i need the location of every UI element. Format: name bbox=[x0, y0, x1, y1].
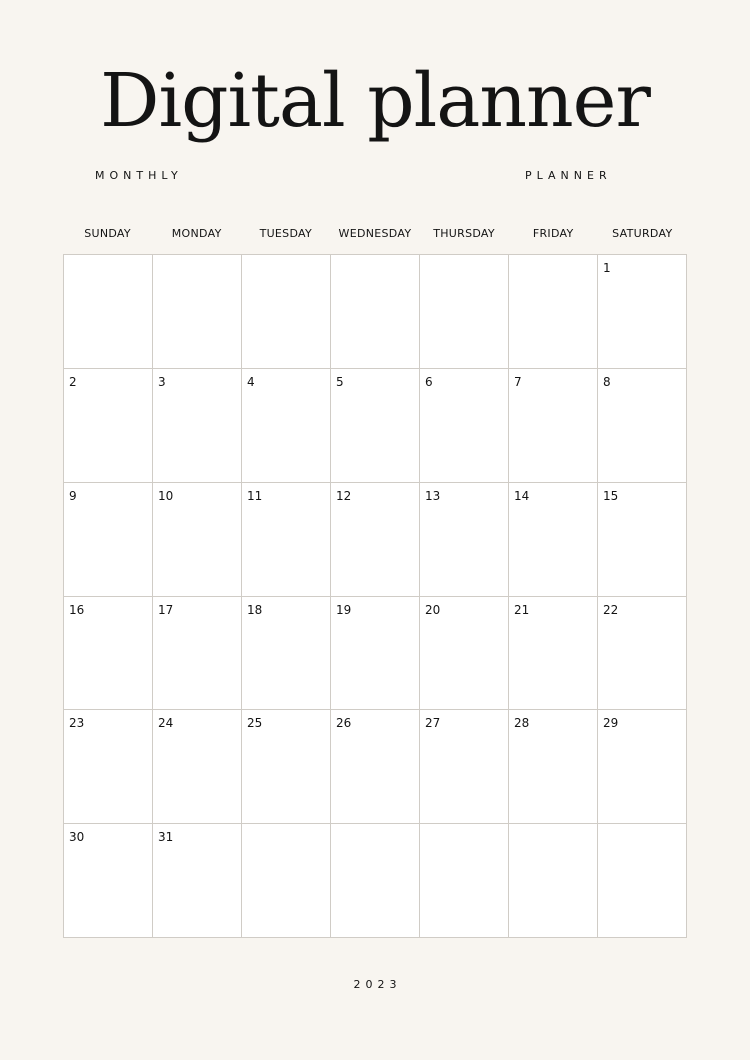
day-cell[interactable] bbox=[64, 824, 153, 938]
day-number: 21 bbox=[514, 602, 530, 617]
day-cell[interactable] bbox=[598, 597, 687, 711]
day-cell[interactable] bbox=[598, 255, 687, 369]
day-number: 9 bbox=[69, 488, 77, 503]
day-number: 25 bbox=[247, 716, 263, 731]
day-cell[interactable] bbox=[64, 255, 153, 369]
day-cell[interactable] bbox=[331, 369, 420, 483]
day-cell[interactable] bbox=[242, 710, 331, 824]
day-number: 3 bbox=[158, 374, 166, 389]
footer-year: 2023 bbox=[353, 978, 402, 991]
day-cell[interactable] bbox=[153, 710, 242, 824]
day-number: 2 bbox=[69, 374, 77, 389]
weekday-sunday: SUNDAY bbox=[84, 227, 131, 240]
day-number: 7 bbox=[514, 374, 522, 389]
day-number: 16 bbox=[69, 602, 85, 617]
weekday-monday: MONDAY bbox=[171, 227, 222, 240]
day-number: 20 bbox=[425, 602, 441, 617]
day-cell[interactable] bbox=[598, 369, 687, 483]
day-cell[interactable] bbox=[242, 483, 331, 597]
day-cell[interactable] bbox=[509, 824, 598, 938]
day-number: 11 bbox=[247, 488, 263, 503]
day-cell[interactable] bbox=[153, 597, 242, 711]
day-number: 28 bbox=[514, 716, 530, 731]
day-cell[interactable] bbox=[331, 255, 420, 369]
day-cell[interactable] bbox=[509, 710, 598, 824]
day-number: 5 bbox=[336, 374, 344, 389]
day-number: 29 bbox=[603, 716, 619, 731]
day-number: 22 bbox=[603, 602, 619, 617]
day-cell[interactable] bbox=[153, 255, 242, 369]
day-cell[interactable] bbox=[64, 483, 153, 597]
day-number: 19 bbox=[336, 602, 352, 617]
weekday-tuesday: TUESDAY bbox=[259, 227, 313, 240]
subtitle-monthly: MONTHLY bbox=[95, 169, 183, 182]
weekday-thursday: THURSDAY bbox=[433, 227, 495, 240]
day-number: 14 bbox=[514, 488, 530, 503]
weekday-friday: FRIDAY bbox=[532, 227, 574, 240]
day-cell[interactable] bbox=[331, 824, 420, 938]
day-cell[interactable] bbox=[242, 824, 331, 938]
day-cell[interactable] bbox=[598, 710, 687, 824]
day-cell[interactable] bbox=[509, 255, 598, 369]
day-cell[interactable] bbox=[598, 483, 687, 597]
calendar-grid bbox=[63, 254, 687, 938]
day-cell[interactable] bbox=[242, 255, 331, 369]
day-cell[interactable] bbox=[64, 710, 153, 824]
day-cell[interactable] bbox=[420, 369, 509, 483]
day-cell[interactable] bbox=[331, 483, 420, 597]
day-cell[interactable] bbox=[242, 369, 331, 483]
page-title: Digital planner bbox=[100, 58, 650, 144]
day-cell[interactable] bbox=[420, 597, 509, 711]
day-number: 15 bbox=[603, 488, 619, 503]
day-number: 27 bbox=[425, 716, 441, 731]
day-cell[interactable] bbox=[420, 483, 509, 597]
day-number: 10 bbox=[158, 488, 174, 503]
day-number: 24 bbox=[158, 716, 174, 731]
day-cell[interactable] bbox=[153, 369, 242, 483]
day-cell[interactable] bbox=[598, 824, 687, 938]
weekday-wednesday: WEDNESDAY bbox=[338, 227, 412, 240]
day-number: 4 bbox=[247, 374, 255, 389]
day-number: 6 bbox=[425, 374, 433, 389]
day-cell[interactable] bbox=[64, 597, 153, 711]
day-number: 18 bbox=[247, 602, 263, 617]
day-number: 23 bbox=[69, 716, 85, 731]
weekday-header-row bbox=[63, 225, 687, 243]
day-number: 1 bbox=[603, 261, 611, 275]
day-number: 13 bbox=[425, 488, 441, 503]
weekday-saturday: SATURDAY bbox=[612, 227, 673, 240]
day-cell[interactable] bbox=[64, 369, 153, 483]
day-cell[interactable] bbox=[331, 710, 420, 824]
day-cell[interactable] bbox=[420, 710, 509, 824]
day-cell[interactable] bbox=[509, 483, 598, 597]
day-cell[interactable] bbox=[331, 597, 420, 711]
day-number: 30 bbox=[69, 830, 85, 845]
day-number: 26 bbox=[336, 716, 352, 731]
day-number: 8 bbox=[603, 374, 611, 389]
day-cell[interactable] bbox=[153, 824, 242, 938]
subtitle-planner: PLANNER bbox=[525, 169, 612, 182]
day-number: 12 bbox=[336, 488, 352, 503]
day-number: 17 bbox=[158, 602, 174, 617]
day-cell[interactable] bbox=[420, 255, 509, 369]
day-cell[interactable] bbox=[242, 597, 331, 711]
day-cell[interactable] bbox=[420, 824, 509, 938]
day-cell[interactable] bbox=[509, 369, 598, 483]
day-number: 31 bbox=[158, 830, 174, 845]
day-cell[interactable] bbox=[153, 483, 242, 597]
day-cell[interactable] bbox=[509, 597, 598, 711]
